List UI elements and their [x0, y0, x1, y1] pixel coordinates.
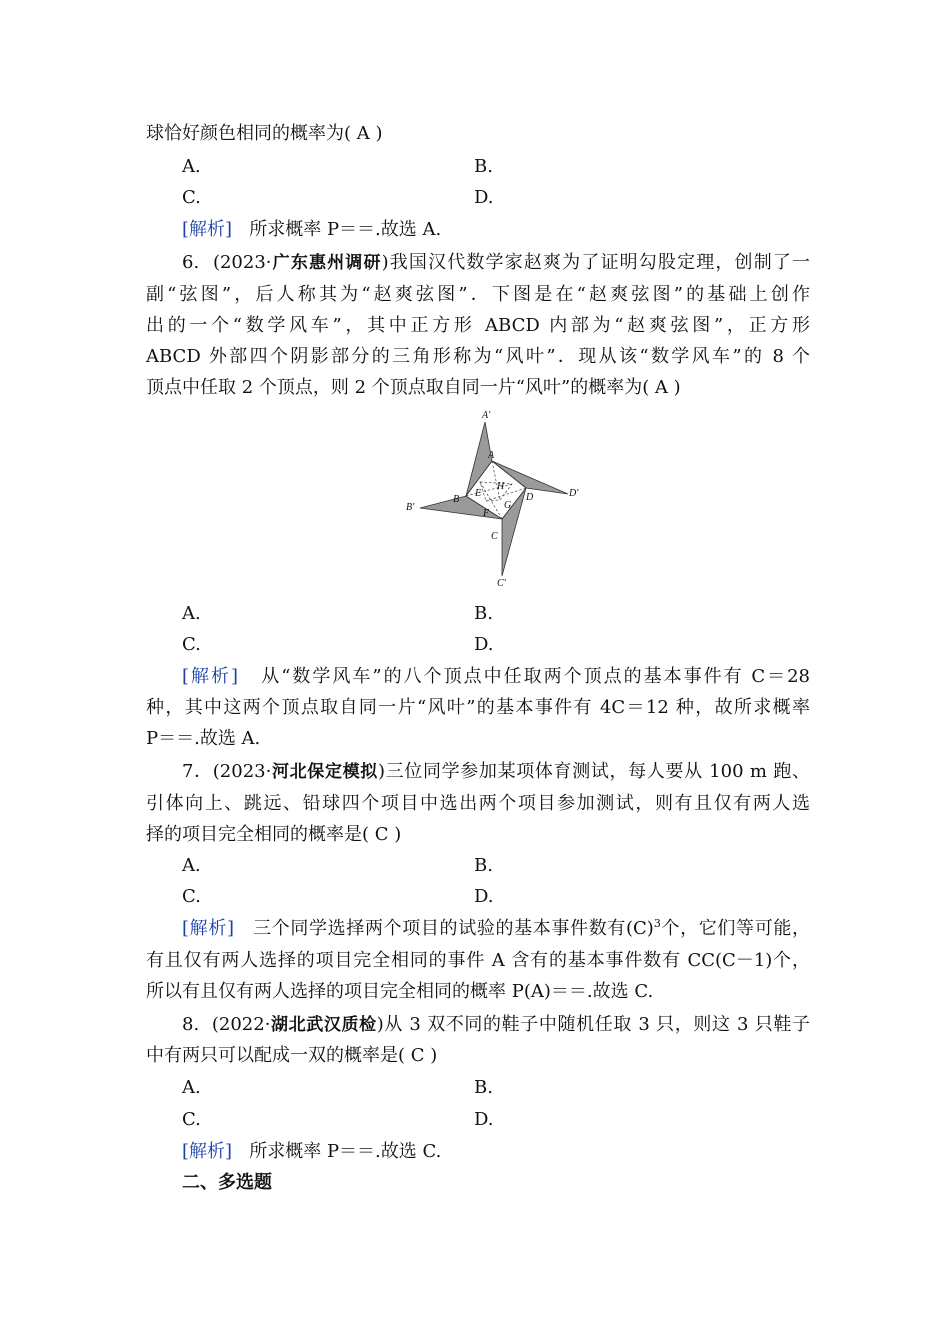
- stem-text: 从 3 双不同的鞋子中随机任取 3 只，则这 3 只鞋子: [383, 1014, 810, 1035]
- label-g: G: [504, 500, 512, 511]
- q5-stem-tail: 球恰好颜色相同的概率为( A ): [146, 123, 383, 144]
- label-e: E: [475, 488, 482, 499]
- q7-stem-line-1: [182, 757, 810, 787]
- q6-analysis-line-1: [182, 662, 810, 692]
- q5-analysis: [182, 215, 810, 245]
- source-close: ): [381, 252, 389, 273]
- q6-option-b: B.: [474, 603, 493, 624]
- q6-stem-line-3: 出的一个“数学风车”，其中正方形 ABCD 内部为“赵爽弦图”，正方形: [146, 315, 810, 336]
- q8-option-c: C.: [182, 1109, 201, 1130]
- analysis-label: [解析]: [182, 666, 239, 687]
- windmill-figure: [400, 404, 590, 592]
- q5-option-c: C.: [182, 187, 201, 208]
- question-source: 湖北武汉质检: [270, 1015, 377, 1035]
- analysis-text: 所求概率 P＝＝.故选 C.: [249, 1141, 442, 1162]
- q6-stem-line-1: [182, 248, 810, 278]
- analysis-label: [解析]: [182, 918, 234, 939]
- source-open: (2023·: [212, 761, 272, 782]
- analysis-text: 从“数学风车”的八个顶点中任取两个顶点的基本事件有 C＝28: [261, 666, 810, 687]
- q6-stem-line-5: 顶点中任取 2 个顶点，则 2 个顶点取自同一片“风叶”的概率为( A ): [146, 377, 681, 398]
- q8-analysis: [182, 1137, 810, 1167]
- q6-analysis-line-2: 种，其中这两个顶点取自同一片“风叶”的基本事件有 4C＝12 种，故所求概率: [146, 697, 810, 718]
- q7-option-b: B.: [474, 855, 493, 876]
- label-h: H: [497, 481, 505, 492]
- q5-option-a: A.: [182, 156, 201, 177]
- stem-text: 三位同学参加某项体育测试，每人要从 100 m 跑、: [384, 761, 811, 782]
- question-source: 广东惠州调研: [271, 253, 382, 273]
- analysis-text-cont: 个，它们等可能，: [660, 918, 810, 939]
- q7-option-d: D.: [474, 886, 494, 907]
- q5-option-b: B.: [474, 156, 493, 177]
- question-source: 河北保定模拟: [271, 762, 378, 782]
- label-f: F: [483, 508, 490, 519]
- question-number: 7．: [182, 761, 213, 782]
- source-open: (2023·: [212, 252, 272, 273]
- exponent: 3: [653, 917, 661, 930]
- q6-stem-line-2: 副“弦图”，后人称其为“赵爽弦图”．下图是在“赵爽弦图”的基础上创作: [146, 284, 810, 305]
- q6-option-c: C.: [182, 634, 201, 655]
- q7-option-c: C.: [182, 886, 201, 907]
- q8-option-a: A.: [182, 1077, 201, 1098]
- analysis-label: [解析]: [182, 1141, 233, 1162]
- q5-option-d: D.: [474, 187, 494, 208]
- label-a: A: [488, 450, 495, 461]
- label-c: C: [491, 531, 498, 542]
- question-number: 8.: [182, 1014, 200, 1035]
- label-c-prime: C′: [497, 578, 506, 589]
- q8-stem-line-1: [182, 1010, 810, 1040]
- q7-analysis-line-3: 所以有且仅有两人选择的项目完全相同的概率 P(A)＝＝.故选 C.: [146, 981, 654, 1002]
- source-close: ): [377, 761, 385, 782]
- question-number: 6.: [182, 252, 200, 273]
- label-b-prime: B′: [406, 502, 415, 513]
- q7-stem-line-3: 择的项目完全相同的概率是( C ): [146, 824, 402, 845]
- q8-option-b: B.: [474, 1077, 493, 1098]
- label-d: D: [526, 492, 534, 503]
- q8-stem-line-2: 中有两只可以配成一双的概率是( C ): [146, 1045, 438, 1066]
- q6-analysis-line-3: P＝＝.故选 A.: [146, 728, 261, 749]
- q7-analysis-line-1: [182, 914, 810, 944]
- q6-option-a: A.: [182, 603, 201, 624]
- q6-stem-line-4: ABCD 外部四个阴影部分的三角形称为“风叶”．现从该“数学风车”的 8 个: [146, 346, 810, 367]
- q7-analysis-line-2: 有且仅有两人选择的项目完全相同的事件 A 含有的基本事件数有 CC(C－1)个，: [146, 950, 810, 971]
- analysis-text: 所求概率 P＝＝.故选 A.: [249, 219, 442, 240]
- stem-text: 我国汉代数学家赵爽为了证明勾股定理，创制了一: [388, 252, 811, 273]
- q7-option-a: A.: [182, 855, 201, 876]
- analysis-label: [解析]: [182, 219, 233, 240]
- source-close: ): [376, 1014, 384, 1035]
- label-a-prime: A′: [482, 410, 491, 421]
- analysis-text: 三个同学选择两个项目的试验的基本事件数有(C): [253, 918, 654, 939]
- label-d-prime: D′: [569, 488, 579, 499]
- label-b: B: [453, 494, 460, 505]
- q6-option-d: D.: [474, 634, 494, 655]
- source-open: (2022·: [211, 1014, 271, 1035]
- q7-stem-line-2: 引体向上、跳远、铅球四个项目中选出两个项目参加测试，则有且仅有两人选: [146, 793, 810, 814]
- section-heading: 二、多选题: [182, 1172, 272, 1193]
- q8-option-d: D.: [474, 1109, 494, 1130]
